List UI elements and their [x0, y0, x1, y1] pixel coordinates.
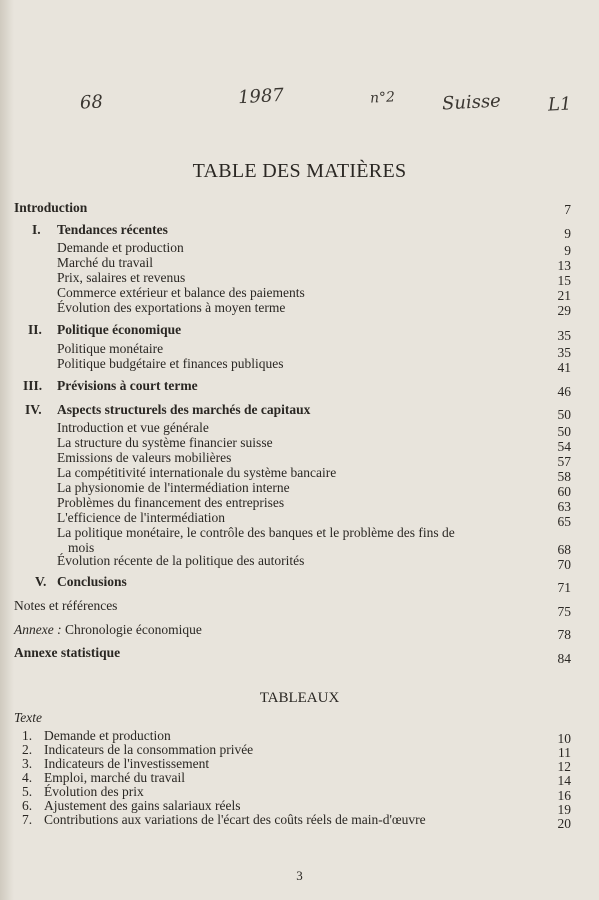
table-entry-page: 10	[557, 731, 571, 746]
toc-page: 68	[557, 542, 571, 557]
toc-label: Évolution récente de la politique des autorités	[57, 553, 305, 568]
toc-label: Problèmes du financement des entreprises	[57, 495, 285, 510]
toc-title: TABLE DES MATIÈRES	[192, 160, 407, 182]
toc-label: Marché du travail	[57, 255, 153, 270]
toc-page: 35	[557, 328, 571, 343]
toc-page: 63	[557, 499, 571, 514]
toc-page: 84	[557, 651, 571, 666]
toc-label: L'efficience de l'intermédiation	[57, 510, 226, 525]
toc-label: Politique économique	[57, 322, 182, 337]
table-entry-page: 12	[557, 759, 571, 774]
toc-label: Évolution des exportations à moyen terme	[57, 300, 286, 315]
toc-label: Commerce extérieur et balance des paiements	[57, 285, 305, 300]
toc-page: 15	[557, 273, 571, 288]
toc-label: La physionomie de l'intermédiation interne	[57, 480, 290, 495]
toc-label: Emissions de valeurs mobilières	[57, 450, 232, 465]
table-entry-label: Évolution des prix	[44, 784, 144, 799]
toc-num: III.	[23, 378, 43, 393]
table-entry-label: Ajustement des gains salariaux réels	[44, 798, 241, 813]
toc-label: Annexe statistique	[14, 645, 121, 660]
table-entry-page: 19	[557, 802, 571, 817]
toc-label: Demande et production	[57, 240, 184, 255]
tables-title: TABLEAUX	[259, 690, 340, 706]
toc-page: 60	[557, 484, 571, 499]
toc-label-group	[14, 622, 202, 638]
toc-page: 50	[557, 424, 571, 439]
table-entry-num: 4.	[22, 770, 33, 785]
toc-num: IV.	[25, 402, 42, 417]
toc-page: 9	[564, 243, 571, 258]
toc-page: 13	[557, 258, 571, 273]
toc-label: Aspects structurels des marchés de capitaux	[57, 402, 311, 417]
toc-label-continued: mois	[68, 540, 95, 555]
toc-label-italic: Annexe :	[14, 622, 62, 637]
toc-page: 50	[557, 407, 571, 422]
table-entry-label: Indicateurs de la consommation privée	[44, 742, 254, 757]
toc-num: I.	[32, 222, 41, 237]
toc-page: 21	[557, 288, 571, 303]
toc-label: Prévisions à court terme	[57, 378, 198, 393]
toc-label: Notes et références	[14, 598, 118, 613]
table-entry-num: 1.	[22, 728, 33, 743]
toc-page: 46	[557, 384, 571, 399]
table-entry-page: 16	[557, 788, 571, 803]
toc-page: 54	[557, 439, 571, 454]
toc-label: Politique monétaire	[57, 341, 164, 356]
handwritten-number: 68	[79, 91, 104, 114]
table-entry-num: 7.	[22, 812, 33, 827]
toc-page: 78	[557, 627, 571, 642]
toc-label: Prix, salaires et revenus	[57, 270, 186, 285]
toc-label: La politique monétaire, le contrôle des banques et le problème des fins de	[57, 525, 455, 540]
page-edge-shadow	[0, 0, 14, 900]
toc-page: 9	[564, 226, 571, 241]
handwritten-year: 1987	[237, 84, 285, 109]
page-number: 3	[296, 868, 303, 883]
table-entry-label: Indicateurs de l'investissement	[44, 756, 210, 771]
table-entry-num: 3.	[22, 756, 33, 771]
table-entry-num: 5.	[22, 784, 33, 799]
toc-page: 29	[557, 303, 571, 318]
toc-label: Chronologie économique	[61, 622, 202, 637]
toc-label: Introduction	[14, 200, 88, 215]
toc-page: 41	[557, 360, 571, 375]
table-entry-page: 20	[557, 816, 571, 831]
toc-page: 70	[557, 557, 571, 572]
table-entry-label: Contributions aux variations de l'écart des coûts réels de main-d'œuvre	[44, 812, 426, 827]
toc-label: La compétitivité internationale du système bancaire	[57, 465, 337, 480]
toc-label: Politique budgétaire et finances publiques	[57, 356, 284, 371]
toc-num: II.	[28, 322, 42, 337]
table-entry-num: 6.	[22, 798, 33, 813]
toc-page: 71	[557, 580, 571, 595]
tables-section-label: Texte	[14, 710, 42, 725]
toc-label: La structure du système financier suisse	[57, 435, 273, 450]
handwritten-ref: L1	[547, 93, 572, 116]
toc-page: 65	[557, 514, 571, 529]
table-entry-page: 11	[558, 745, 571, 760]
handwritten-issue: n°2	[369, 89, 396, 107]
handwritten-country: Suisse	[441, 90, 502, 115]
table-entry-label: Emploi, marché du travail	[44, 770, 185, 785]
table-entry-label: Demande et production	[44, 728, 171, 743]
toc-num: V.	[35, 574, 47, 589]
toc-label: Tendances récentes	[57, 222, 168, 237]
toc-page: 58	[557, 469, 571, 484]
toc-label: Conclusions	[57, 574, 127, 589]
table-entry-num: 2.	[22, 742, 33, 757]
toc-page: 35	[557, 345, 571, 360]
toc-page: 75	[557, 604, 571, 619]
toc-page: 7	[564, 202, 571, 217]
toc-page: 57	[557, 454, 571, 469]
table-entry-page: 14	[557, 773, 571, 788]
toc-label: Introduction et vue générale	[57, 420, 209, 435]
